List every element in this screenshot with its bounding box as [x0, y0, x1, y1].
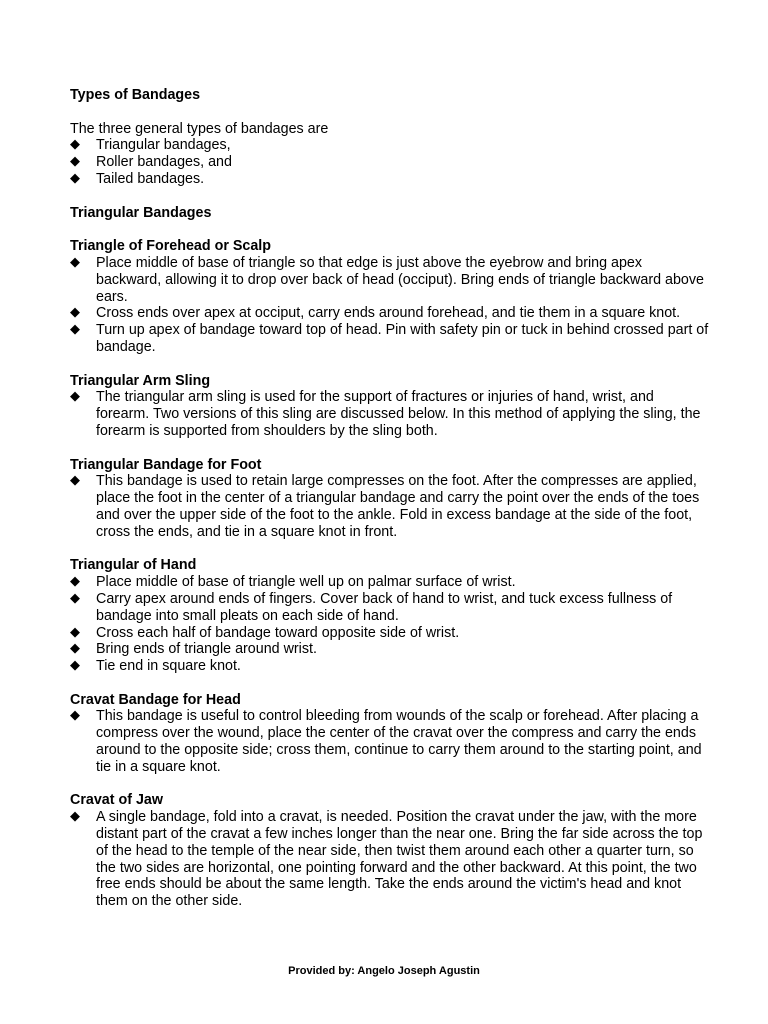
diamond-bullet-icon: ◆: [70, 809, 80, 825]
section-heading: Cravat Bandage for Head: [70, 691, 241, 708]
diamond-bullet-icon: ◆: [70, 137, 80, 153]
diamond-bullet-icon: ◆: [70, 658, 80, 674]
list-item: ◆ Turn up apex of bandage toward top of head. Pin with safety pin or tuck in behind crossed part of bandage.: [70, 322, 709, 355]
list-item: ◆ Carry apex around ends of fingers. Cover back of hand to wrist, and tuck excess fullness of bandage into small pleats on each side of hand.: [70, 590, 673, 624]
page-title: Types of Bandages: [70, 87, 201, 103]
footer-credit: Provided by: Angelo Joseph Agustin: [288, 965, 480, 977]
list-item: ◆ The triangular arm sling is used for the support of fractures or injuries of hand, wrist, and forearm. Two versions of this sling are discussed below. In this method of applying the sling, the forearm is supported from shoulders by the sling both.: [70, 389, 701, 439]
list-item: ◆ Place middle of base of triangle well up on palmar surface of wrist.: [70, 574, 516, 591]
list-item: ◆ Roller bandages, and: [70, 154, 232, 171]
diamond-bullet-icon: ◆: [70, 170, 80, 186]
section-list: [70, 389, 710, 439]
diamond-bullet-icon: ◆: [70, 389, 80, 405]
section-list: [70, 574, 710, 675]
diamond-bullet-icon: ◆: [70, 154, 80, 170]
list-item: ◆ Tie end in square knot.: [70, 658, 241, 675]
section-list: [70, 708, 710, 775]
list-item: ◆ Tailed bandages.: [70, 170, 205, 187]
section-list: [70, 255, 710, 356]
diamond-bullet-icon: ◆: [70, 473, 80, 489]
diamond-bullet-icon: ◆: [70, 708, 80, 724]
list-item: ◆ Bring ends of triangle around wrist.: [70, 641, 317, 658]
diamond-bullet-icon: ◆: [70, 624, 80, 640]
diamond-bullet-icon: ◆: [70, 590, 80, 606]
list-item: ◆ A single bandage, fold into a cravat, is needed. Position the cravat under the jaw, with the more distant part of the cravat a few inches longer than the near one. Bring the far side across the top of the head to the temple of the near side, then twist them around each other a quarter turn, so the two sides are horizontal, one pointing forward and the other backward. At this point, the two free ends should be about the same length. Take the ends around the victim's head and knot them on the other side.: [70, 809, 703, 910]
section-heading: Triangular Bandage for Foot: [70, 456, 262, 473]
list-item: ◆ This bandage is used to retain large compresses on the foot. After the compresses are applied, place the foot in the center of a triangular bandage and carry the point over the ends of the toes and over the upper side of the foot to the ankle. Fold in excess bandage at the side of the foot, cross the ends, and tie in a square knot in front.: [70, 473, 700, 540]
section-heading: Triangular of Hand: [70, 557, 197, 574]
section-heading: Triangular Arm Sling: [70, 372, 211, 389]
section-subheading: Triangular Bandages: [70, 204, 212, 221]
list-item: ◆ Place middle of base of triangle so that edge is just above the eyebrow and bring apex backward, allowing it to drop over back of head (occiput). Bring ends of triangle backward above ears.: [70, 254, 704, 305]
intro-text: The three general types of bandages are: [70, 120, 329, 137]
diamond-bullet-icon: ◆: [70, 254, 80, 270]
list-item: ◆ Triangular bandages,: [70, 137, 231, 154]
diamond-bullet-icon: ◆: [70, 641, 80, 657]
list-item: ◆ Cross ends over apex at occiput, carry ends around forehead, and tie them in a square knot.: [70, 305, 681, 322]
diamond-bullet-icon: ◆: [70, 322, 80, 338]
section-list: [70, 809, 710, 910]
list-item: ◆ This bandage is useful to control bleeding from wounds of the scalp or forehead. After placing a compress over the wound, place the center of the cravat over the compress and carry the ends around to the opposite side; cross them, continue to carry them around to the starting point, and tie in a square knot.: [70, 708, 702, 775]
diamond-bullet-icon: ◆: [70, 305, 80, 321]
section-heading: Triangle of Forehead or Scalp: [70, 238, 271, 255]
section-heading: Cravat of Jaw: [70, 792, 163, 809]
diamond-bullet-icon: ◆: [70, 574, 80, 590]
section-list: [70, 473, 710, 540]
document-body: [70, 87, 710, 910]
intro-list: [70, 137, 710, 187]
list-item: ◆ Cross each half of bandage toward opposite side of wrist.: [70, 624, 460, 641]
